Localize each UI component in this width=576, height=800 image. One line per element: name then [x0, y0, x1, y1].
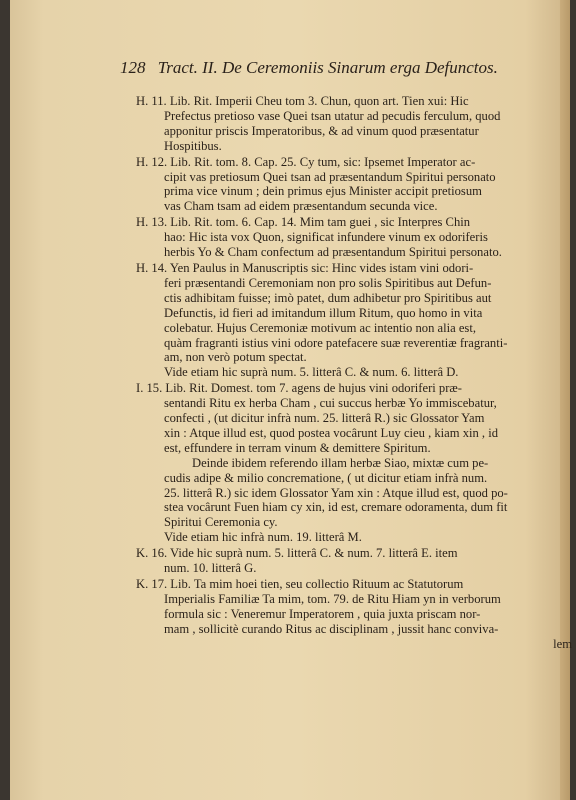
- text-line: I. 15. Lib. Rit. Domest. tom 7. agens de hujus vini odoriferi præ-: [136, 381, 462, 396]
- text-line: Vide etiam hic suprà num. 5. litterâ C. & num. 6. litterâ D.: [164, 365, 459, 380]
- entry-h14: [136, 261, 576, 380]
- text-line: K. 17. Lib. Ta mim hoei tien, seu collectio Rituum ac Statutorum: [136, 577, 464, 591]
- text-line: Defunctis, id fieri ad imitandum illum Ritum, quo homo in vita: [164, 305, 483, 320]
- text-line: mam , sollicitè curando Ritus ac disciplinam , jussit hanc conviva-: [164, 621, 499, 636]
- text-line: H. 11. Lib. Rit. Imperii Cheu tom 3. Chun, quon art. Tien xui: Hic: [136, 94, 469, 108]
- text-line: H. 12. Lib. Rit. tom. 8. Cap. 25. Cy tum, sic: Ipsemet Imperator ac-: [136, 154, 476, 169]
- text-line: cudis adipe & milio concrematione, ( ut dicitur etiam infrà num.: [164, 470, 488, 485]
- text-line: feri præsentandi Ceremoniam non pro solis Spiritibus aut Defun-: [164, 275, 492, 290]
- text-line: sentandi Ritu ex herba Cham , cui succus herbæ Yo immiscebatur,: [164, 396, 497, 411]
- text-line: xin : Atque illud est, quod postea vocârunt Luy cieu , kiam xin , id: [164, 425, 499, 440]
- book-page: [10, 0, 570, 800]
- text-line: Prefectus pretioso vase Quei tsan utatur ad pecudis ferculum, quod: [164, 108, 501, 123]
- text-line: Hospitibus.: [164, 138, 222, 153]
- text-line: herbis Yo & Cham confectum ad præsentandum Spiritui personato.: [164, 245, 502, 260]
- text-line: 25. litterâ R.) sic idem Glossator Yam xin : Atque illud est, quod po-: [164, 485, 508, 500]
- text-line: Spiritui Ceremonia cy.: [164, 515, 278, 530]
- entry-h11: [136, 94, 576, 154]
- text-line: K. 16. Vide hic suprà num. 5. litterâ C. & num. 7. litterâ E. item: [136, 546, 458, 561]
- text-line: colebatur. Hujus Ceremoniæ motivum ac intentio non alia est,: [164, 320, 476, 335]
- text-line: H. 14. Yen Paulus in Manuscriptis sic: Hinc vides istam vini odori-: [136, 260, 474, 275]
- entry-h13: [136, 215, 576, 260]
- text-line: num. 10. litterâ G.: [164, 561, 257, 576]
- entry-h12: [136, 155, 576, 215]
- text-line: Imperialis Familiæ Ta mim, tom. 79. de Ritu Hiam yn in verborum: [164, 591, 501, 606]
- text-line: Vide etiam hic infrà num. 19. litterâ M.: [164, 530, 362, 545]
- text-line: Deinde ibidem referendo illam herbæ Siao, mixtæ cum pe-: [192, 455, 489, 470]
- running-header: [120, 58, 570, 78]
- entry-k17: [136, 577, 576, 652]
- text-line: vas Cham tsam ad eidem præsentandum secunda vice.: [164, 199, 438, 214]
- body-text: [136, 94, 576, 653]
- running-title: Tract. II. De Ceremoniis Sinarum erga Defunctos.: [157, 58, 498, 77]
- text-line: est, effundere in terram vinum & demittere Spiritum.: [164, 440, 431, 455]
- text-line: prima vice vinum ; dein primus ejus Minister accipit pretiosum: [164, 184, 482, 199]
- text-line: cipit vas pretiosum Quei tsan ad præsentandum Spiritui personato: [164, 169, 496, 184]
- text-line: am, non verò potum spectat.: [164, 350, 307, 365]
- text-line: H. 13. Lib. Rit. tom. 6. Cap. 14. Mim tam guei , sic Interpres Chin: [136, 215, 471, 230]
- text-line: confecti , (ut dicitur infrà num. 25. litterâ R.) sic Glossator Yam: [164, 411, 485, 426]
- text-line: ctis adhibitam fuisse; imò patet, dum adhibetur pro Spiritibus aut: [164, 290, 492, 305]
- catchword: lem: [553, 636, 572, 651]
- page-number: 128: [120, 58, 146, 77]
- text-line: formula sic : Veneremur Imperatorem , quia juxta priscam nor-: [164, 606, 481, 621]
- entry-i15: [136, 381, 576, 545]
- text-line: stea vocârunt Fuen hiam cy xin, id est, cremare odoramenta, dum fit: [164, 500, 508, 515]
- text-line: apponitur priscis Imperatoribus, & ad vinum quod præsentatur: [164, 123, 479, 138]
- text-line: hao: Hic ista vox Quon, significat infundere vinum ex odoriferis: [164, 230, 488, 245]
- entry-k16: [136, 546, 576, 576]
- text-line: quàm fragranti istius vini odore patefacere suæ reverentiæ fragranti-: [164, 335, 508, 350]
